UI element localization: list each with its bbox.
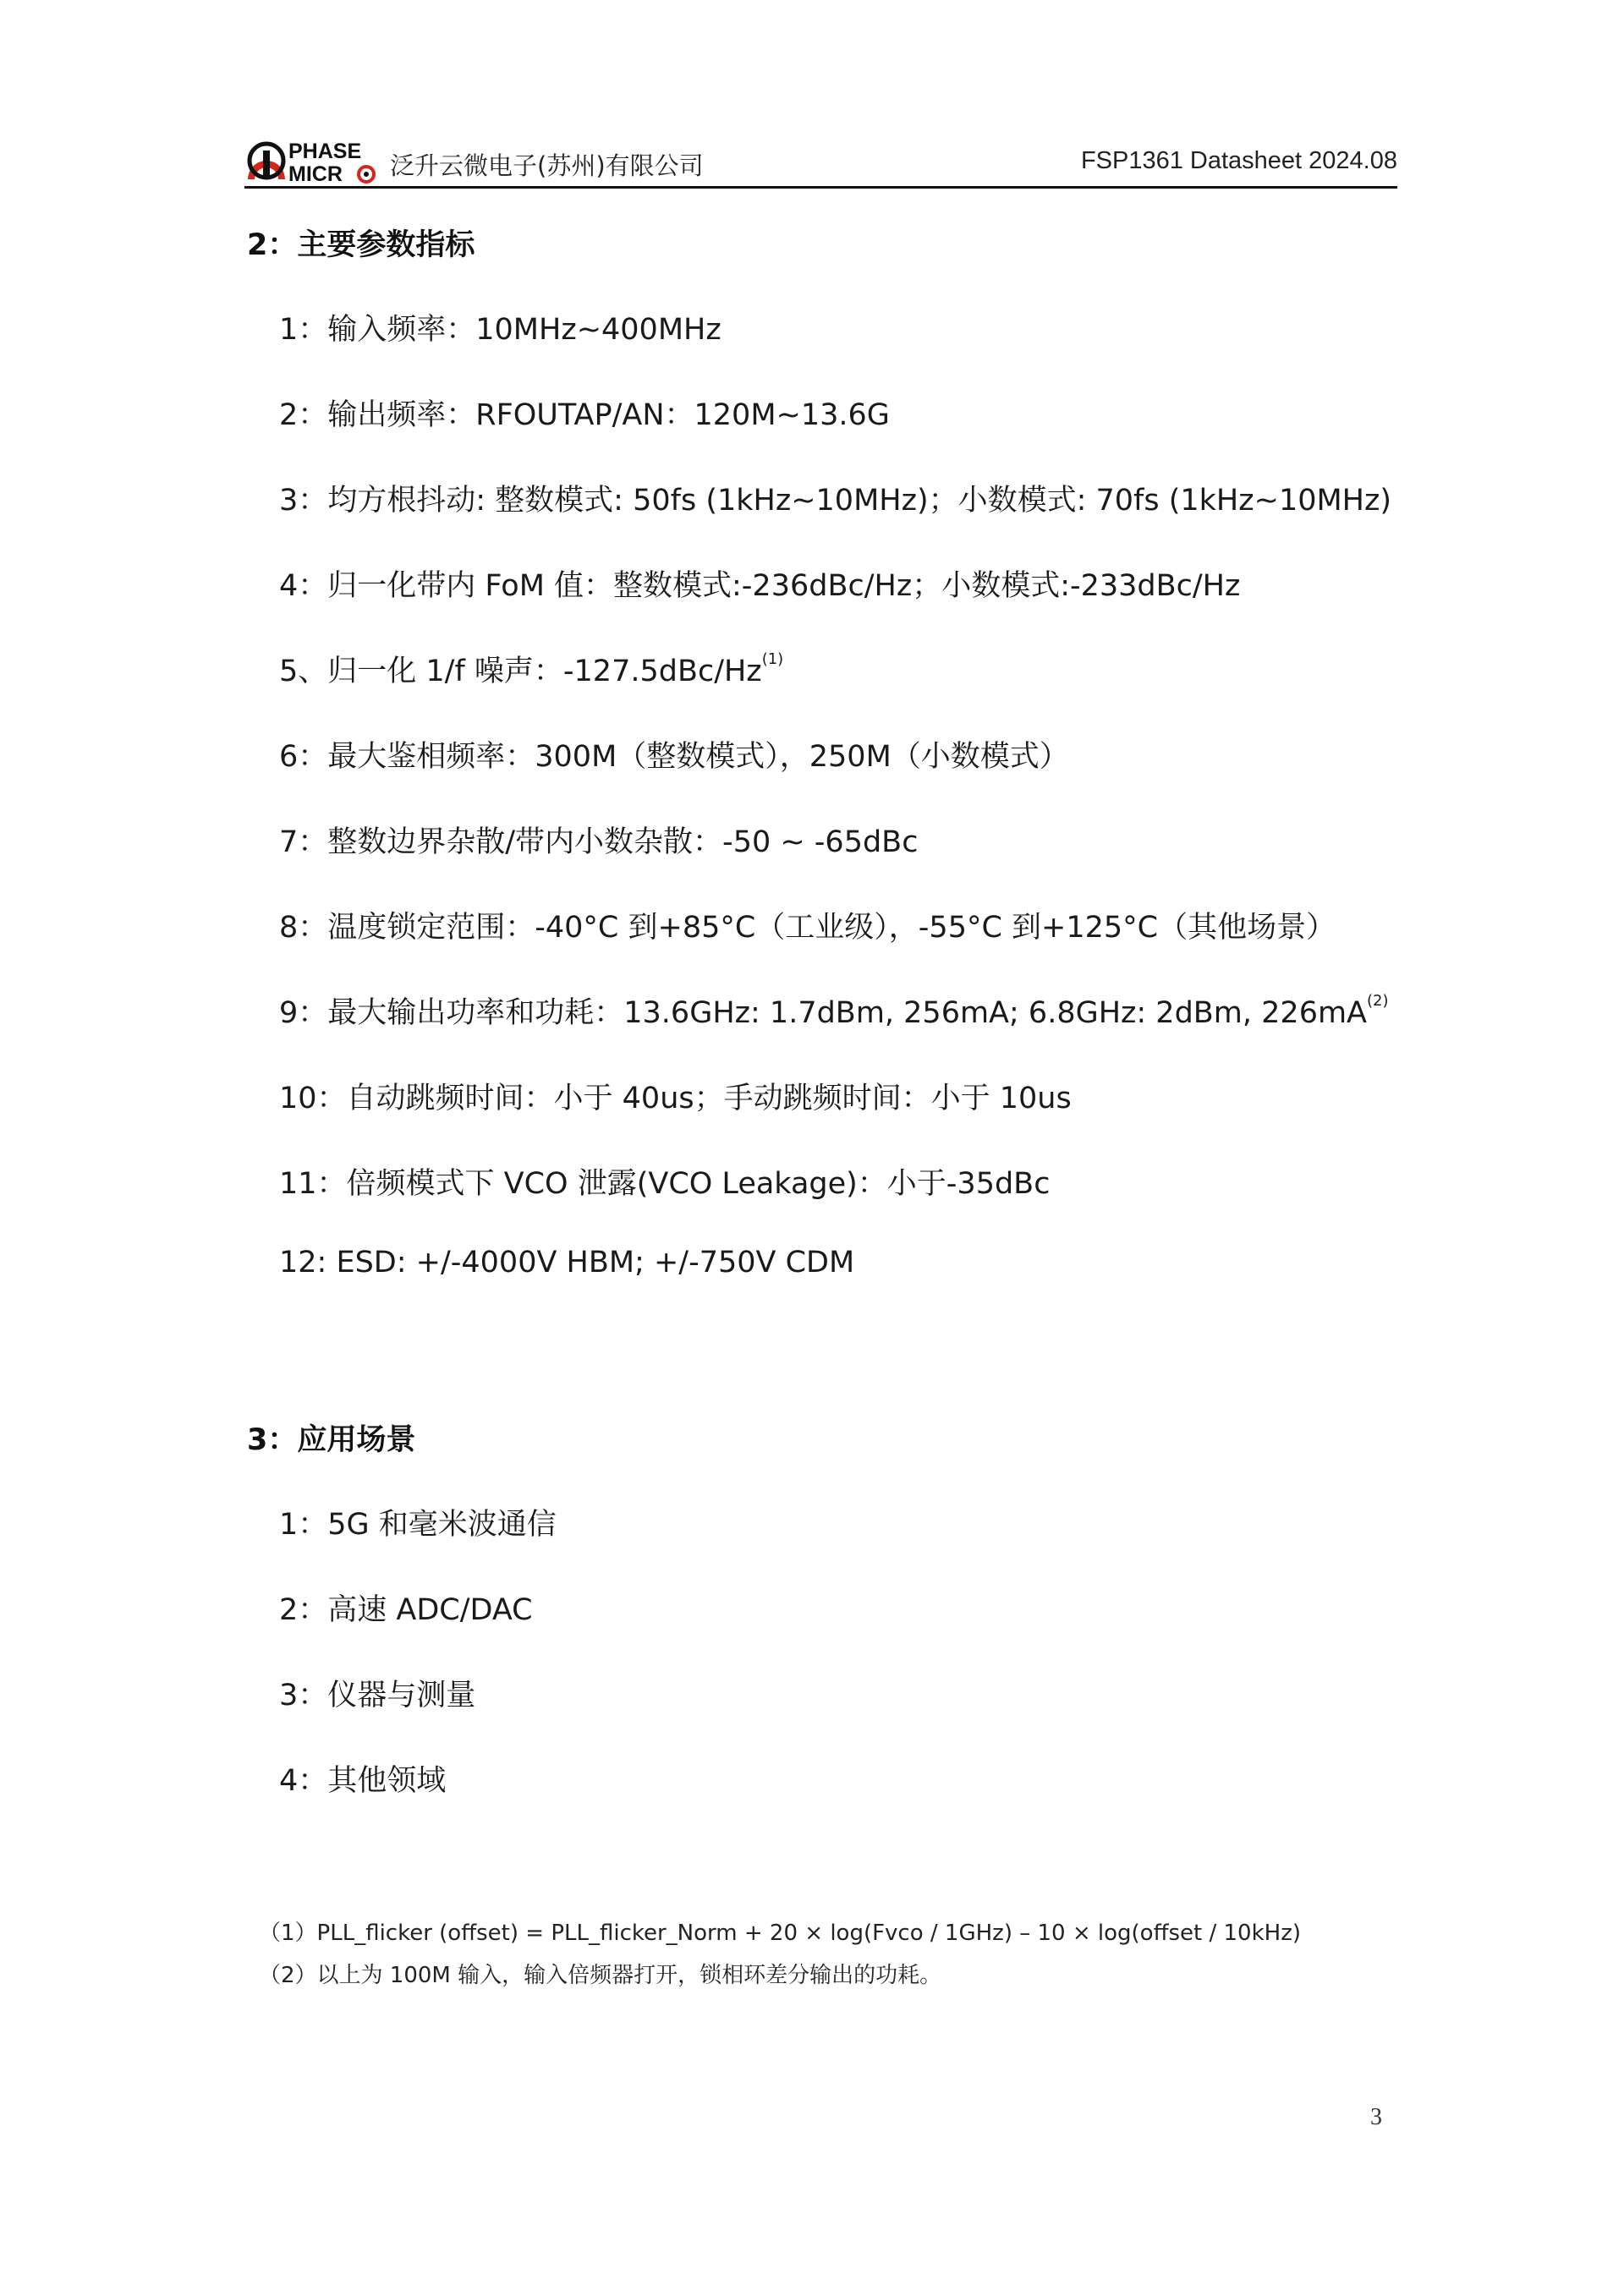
document-title: FSP1361 Datasheet 2024.08 <box>1080 147 1397 174</box>
page-header <box>244 135 1397 189</box>
spec-item: 2：输出频率：RFOUTAP/AN：120M~13.6G <box>279 398 890 432</box>
footnote-2: （2）以上为 100M 输入，输入倍频器打开，锁相环差分输出的功耗。 <box>259 1963 942 1988</box>
spec-item: 3：均方根抖动: 整数模式: 50fs (1kHz~10MHz)；小数模式: 70fs (1kHz~10MHz) <box>279 484 1392 518</box>
spec-item: 5、归一化 1/f 噪声：-127.5dBc/Hz$^{(1)}$ <box>279 650 784 688</box>
footnote-ref: (1) <box>761 650 784 668</box>
spec-item: 11：倍频模式下 VCO 泄露(VCO Leakage)：小于-35dBc <box>279 1167 1051 1201</box>
spec-item: 4：归一化带内 FoM 值：整数模式:-236dBc/Hz；小数模式:-233dBc/Hz <box>279 569 1241 603</box>
footnote-1: （1）PLL_flicker (offset) = PLL_flicker_Norm + 20 × log(Fvco / 1GHz) – 10 × log(offset / 10kHz) <box>259 1921 1301 1946</box>
phase-micro-logo <box>244 135 380 186</box>
header-divider <box>244 186 1397 189</box>
spec-item: 6：最大鉴相频率：300M（整数模式），250M（小数模式） <box>279 740 1069 774</box>
application-item: 2：高速 ADC/DAC <box>279 1593 533 1627</box>
logo-text-bottom: MICR <box>288 162 343 186</box>
spec-item: 8：温度锁定范围：-40°C 到+85°C（工业级），-55°C 到+125°C（其他场景） <box>279 911 1336 945</box>
spec-item: 9：最大输出功率和功耗：13.6GHz: 1.7dBm, 256mA; 6.8GHz: 2dBm, $226mA^{(2)}$ <box>279 992 1389 1030</box>
section-heading-main-parameters: 2：主要参数指标 <box>247 228 475 262</box>
logo-text-top: PHASE <box>288 140 362 163</box>
page-number: 3 <box>1370 2104 1382 2130</box>
spec-item: 12: ESD: +/-4000V HBM; +/-750V CDM <box>279 1246 855 1280</box>
spec-item: 10：自动跳频时间：小于 40us；手动跳频时间：小于 10us <box>279 1082 1072 1115</box>
spec-item: 1：输入频率：10MHz~400MHz <box>279 313 721 347</box>
application-item: 1：5G 和毫米波通信 <box>279 1508 557 1542</box>
section-heading-applications: 3：应用场景 <box>247 1423 416 1457</box>
application-item: 4：其他领域 <box>279 1764 447 1798</box>
footnote-ref: (2) <box>1367 992 1389 1010</box>
application-item: 3：仪器与测量 <box>279 1679 476 1712</box>
spec-item: 7：整数边界杂散/带内小数杂散：-50 ~ -65dBc <box>279 825 919 859</box>
company-name: 泛升云微电子(苏州)有限公司 <box>390 151 704 180</box>
